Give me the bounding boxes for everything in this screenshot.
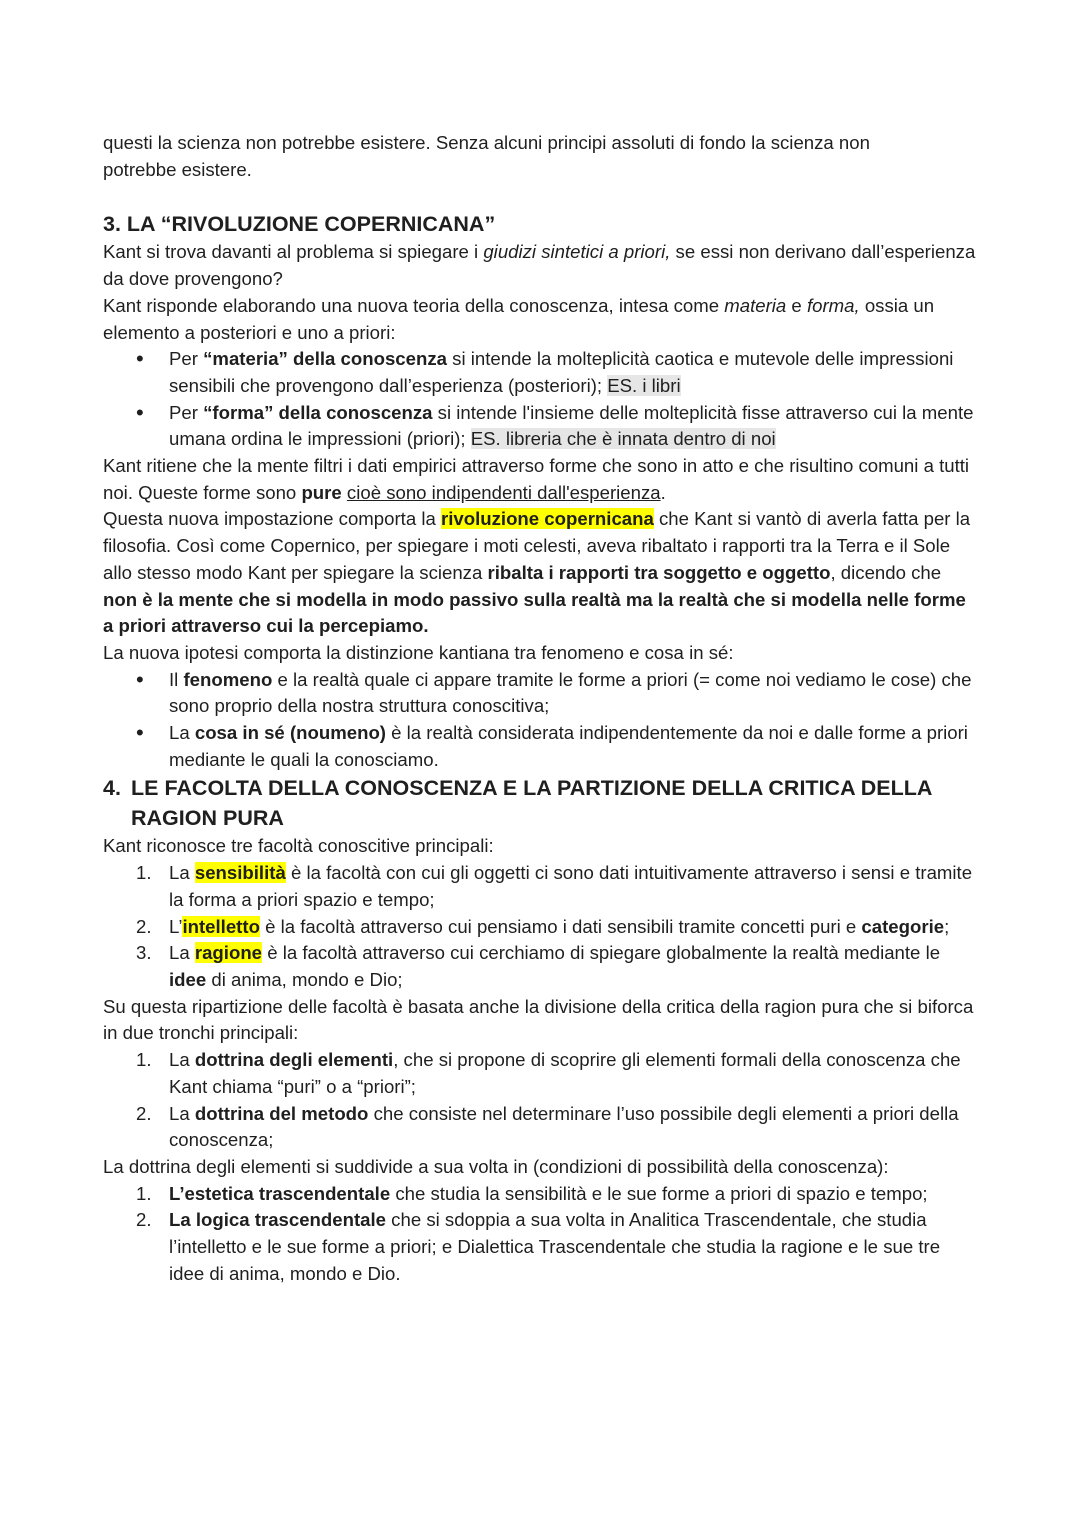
highlight: rivoluzione copernicana (440, 508, 654, 530)
section-3-paragraph-5: La nuova ipotesi comporta la distinzione kantiana tra fenomeno e cosa in sé: (103, 641, 734, 663)
dottrina-list (103, 1047, 978, 1154)
section-3-paragraph-2: Kant risponde elaborando una nuova teoria della conoscenza, intesa come materia e forma, ossia un elemento a posteriori e uno a priori: (103, 294, 935, 343)
intro-paragraph: questi la scienza non potrebbe esistere. Senza alcuni principi assoluti di fondo la scienza non potrebbe esistere. (103, 132, 870, 180)
highlight: ragione (194, 942, 263, 964)
section-4-paragraph-1: Kant riconosce tre facoltà conoscitive principali: (103, 835, 494, 857)
fenomeno-noumeno-list (103, 667, 978, 774)
list-item-estetica: 1. L’estetica trascendentale che studia la sensibilità e le sue forme a priori di spazio e tempo; (136, 1182, 928, 1204)
highlight: intelletto (182, 915, 260, 937)
list-item-dottrina-metodo: 2. La dottrina del metodo che consiste nel determinare l’uso possibile degli elementi a priori della conoscenza; (136, 1102, 959, 1151)
document-page (103, 130, 978, 1287)
section-3-paragraph-3: Kant ritiene che la mente filtri i dati empirici attraverso forme che sono in atto e che risultino comuni a tutti noi. Queste forme sono pure cioè sono indipendenti dall'esperienza. (103, 455, 970, 503)
example-note: ES. libreria che è innata dentro di noi (470, 428, 776, 450)
facolta-list (103, 860, 978, 994)
list-item-intelletto: 2. L’intelletto è la facoltà attraverso cui pensiamo i dati sensibili tramite concetti puri e categorie; (136, 915, 950, 937)
list-item-ragione: 3. La ragione è la facoltà attraverso cui cerchiamo di spiegare globalmente la realtà mediante le idee di anima, mondo e Dio; (136, 942, 941, 990)
elementi-list (103, 1181, 978, 1288)
section-4-paragraph-3: La dottrina degli elementi si suddivide a sua volta in (condizioni di possibilità della conoscenza): (103, 1155, 889, 1177)
section-4-heading: 4. LE FACOLTA DELLA CONOSCENZA E LA PARTIZIONE DELLA CRITICA DELLA RAGION PURA (103, 776, 932, 831)
example-note: ES. i libri (607, 374, 681, 396)
highlight: sensibilità (194, 862, 286, 884)
list-item-materia: • Per “materia” della conoscenza si intende la molteplicità caotica e mutevole delle impressioni sensibili che provengono dall’esperienza (posteriori); ES. i libri (103, 346, 978, 399)
list-item-logica: 2. La logica trascendentale che si sdoppia a sua volta in Analitica Trascendentale, che studia l’intelletto e le sue forme a priori; e Dialettica Trascendentale che studia la ragione e le sue tre idee di anima, mondo e Dio. (136, 1209, 941, 1284)
list-item-forma: • Per “forma” della conoscenza si intende l'insieme delle molteplicità fisse attraverso cui la mente umana ordina le impressioni (priori); ES. libreria che è innata dentro di noi (103, 400, 978, 453)
section-3-paragraph-4: Questa nuova impostazione comporta la rivoluzione copernicana che Kant si vantò di averla fatta per la filosofia. Così come Copernico, per spiegare i moti celesti, aveva ribaltato i rapporti tra la Terra e il Sole allo stesso modo Kant per spiegare la scienza ribalta i rapporti tra soggetto e oggetto, dicendo che non è la mente che si modella in modo passivo sulla realtà ma la realtà che si modella nelle forme a priori attraverso cui la percepiamo. (103, 508, 971, 637)
list-item-dottrina-elementi: 1. La dottrina degli elementi, che si propone di scoprire gli elementi formali della conoscenza che Kant chiama “puri” o a “priori”; (136, 1049, 961, 1097)
section-3-paragraph-1: Kant si trova davanti al problema si spiegare i giudizi sintetici a priori, se essi non derivano dall’esperienza da dove provengono? (103, 241, 976, 290)
list-item-noumeno: • La cosa in sé (noumeno) è la realtà considerata indipendentemente da noi e dalle forme a priori mediante le quali la conosciamo. (103, 720, 978, 773)
materia-forma-list (103, 346, 978, 453)
section-4-paragraph-2: Su questa ripartizione delle facoltà è basata anche la divisione della critica della ragion pura che si biforca in due tronchi principali: (103, 995, 974, 1044)
section-3-heading: 3. LA “RIVOLUZIONE COPERNICANA” (103, 212, 496, 237)
list-item-sensibilita: 1. La sensibilità è la facoltà con cui gli oggetti ci sono dati intuitivamente attraverso i sensi e tramite la forma a priori spazio e tempo; (136, 862, 973, 910)
list-item-fenomeno: • Il fenomeno e la realtà quale ci appare tramite le forme a priori (= come noi vediamo le cose) che sono proprio della nostra struttura conoscitiva; (103, 667, 978, 720)
